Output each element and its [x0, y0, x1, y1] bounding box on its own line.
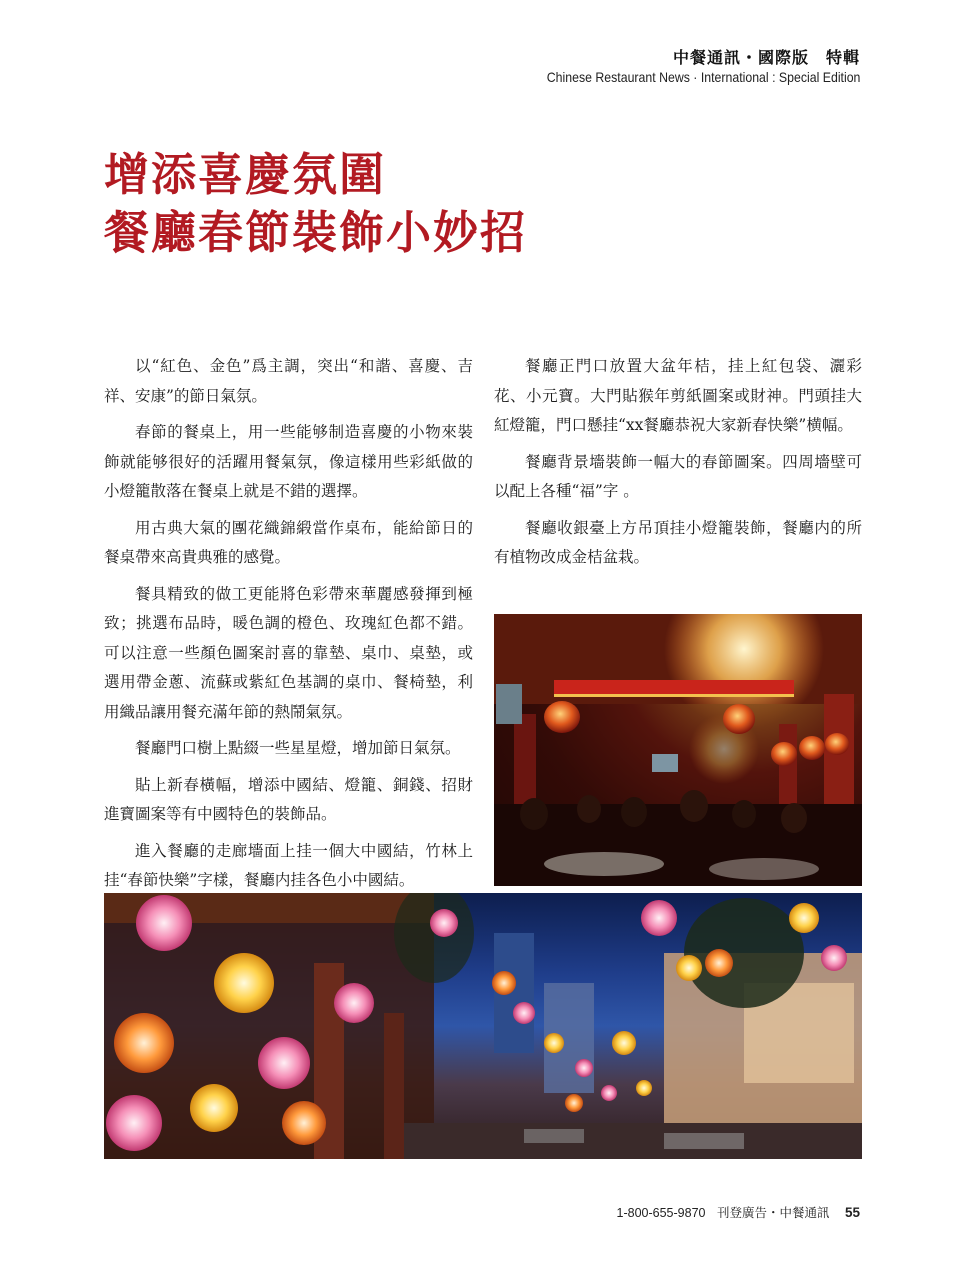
body-right-column: [494, 352, 862, 580]
restaurant-interior-illustration: [494, 614, 862, 886]
paragraph: 餐廳門口樹上點綴一些星星燈，增加節日氣氛。: [135, 739, 461, 757]
page-footer: [617, 1203, 860, 1221]
paragraph: 餐廳收銀臺上方吊頂挂小燈籠裝飾，餐廳内的所有植物改成金桔盆栽。: [494, 518, 862, 566]
paragraph: 進入餐廳的走廊墻面上挂一個大中國結，竹林上挂“春節快樂”字樣，餐廳内挂各色小中國結。: [104, 841, 473, 889]
title-line-2: 餐廳春節裝飾小妙招: [104, 206, 528, 259]
paragraph: 用古典大氣的團花織錦緞當作桌布，能給節日的餐桌帶來高貴典雅的感覺。: [104, 518, 473, 566]
page-number: 55: [844, 1205, 860, 1220]
street-lanterns-illustration: [104, 893, 862, 1159]
ad-label: 刊登廣告・中餐通訊: [716, 1206, 830, 1220]
paragraph: 餐廳背景墻裝飾一幅大的春節圖案。四周墻壁可以配上各種“福”字 。: [494, 452, 862, 500]
title-line-1: 增添喜慶氛圍: [104, 148, 387, 201]
article-title: [104, 146, 527, 262]
body-left-column: [104, 352, 473, 903]
paragraph: 貼上新春橫幅，增添中國結、燈籠、銅錢、招財進寶圖案等有中國特色的裝飾品。: [104, 775, 473, 823]
paragraph: 餐具精致的做工更能將色彩帶來華麗感發揮到極致；挑選布品時，暖色調的橙色、玫瑰紅色都不錯。可以注意一些顏色圖案討喜的靠墊、桌巾、桌墊，或選用帶金蔥、流蘇或紫紅色基調的桌巾、餐椅墊，利用織品讓用餐充滿年節的熱鬧氣氛。: [104, 584, 473, 721]
paragraph: 以“紅色、金色”爲主調，突出“和諧、喜慶、吉祥、安康”的節日氣氛。: [104, 357, 473, 405]
paragraph: 餐廳正門口放置大盆年桔，挂上紅包袋、灑彩花、小元寶。大門貼猴年剪紙圖案或財神。門頭挂大紅燈籠，門口懸挂“xx餐廳恭祝大家新春快樂”横幅。: [494, 357, 862, 434]
publication-name-en: Chinese Restaurant News · International : Special Edition: [546, 69, 860, 85]
ad-phone-number: 1-800-655-9870: [616, 1206, 706, 1220]
restaurant-interior-photo: [494, 614, 862, 886]
street-lanterns-photo: [104, 893, 862, 1159]
publication-name-zh: 中餐通訊・國際版 特輯: [672, 48, 860, 67]
running-head: [504, 48, 860, 86]
paragraph: 春節的餐桌上，用一些能够制造喜慶的小物來裝飾就能够很好的活躍用餐氣氛，像這樣用些彩紙做的小燈籠散落在餐桌上就是不錯的選擇。: [104, 423, 473, 500]
